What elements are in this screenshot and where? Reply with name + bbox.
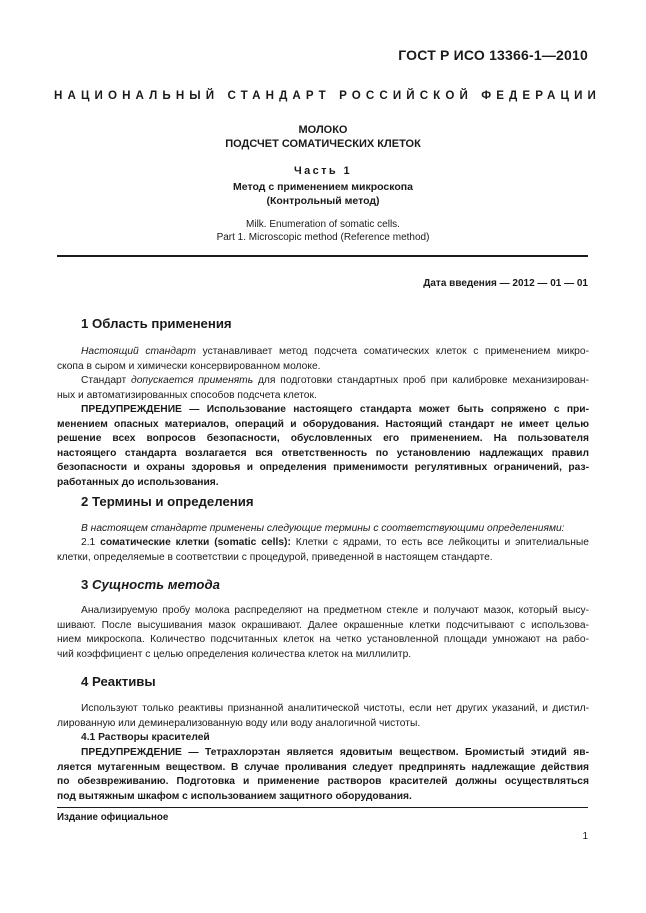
section-4-paragraph	[57, 702, 589, 731]
section-3-heading	[81, 577, 220, 592]
text: Стандарт	[81, 375, 132, 386]
text: решение всех вопросов безопасности, обусловленных его применением. На пользователя	[57, 433, 589, 444]
text: под вытяжным шкафом с использованием защитного оборудования.	[57, 790, 412, 802]
doc-part: Часть 1	[293, 165, 353, 177]
section-4-warning	[57, 746, 589, 804]
text: по обезвреживанию. Подготовка и применение растворов красителей должны осуществляться	[57, 776, 589, 787]
text: работанных до использования.	[57, 476, 219, 488]
text: настоящего стандарта возлагается вся ответственность по установлению надлежащих правил	[57, 447, 589, 459]
english-title-line2: Part 1. Microscopic method (Reference method)	[216, 232, 430, 243]
text: лированную или деминерализованную воду или воду аналогичной чистоты.	[57, 717, 421, 729]
emphasis: допускается применять	[131, 375, 254, 386]
doc-title-line1: МОЛОКО	[298, 124, 348, 136]
title-divider	[57, 255, 588, 257]
text: клетки, определяемые в соответствии с процедурой, приведенной в настоящем стандарте.	[57, 551, 493, 563]
definition-2-1	[57, 536, 589, 565]
emphasis: В настоящем стандарте применены следующие термины с соответствующими определениями:	[81, 523, 565, 534]
english-title-line1: Milk. Enumeration of somatic cells.	[246, 219, 400, 230]
subsection-4-1-heading: 4.1 Растворы красителей	[81, 732, 210, 743]
section-4-heading: 4 Реактивы	[81, 674, 156, 689]
effective-date: Дата введения — 2012 — 01 — 01	[423, 278, 588, 289]
section-1-paragraph-2	[57, 374, 589, 403]
standard-code: ГОСТ Р ИСО 13366-1—2010	[398, 47, 588, 63]
emphasis: Настоящий стандарт	[81, 346, 196, 357]
text: менением опасных материалов, операций и оборудования. Настоящий стандарт не имеет целью	[57, 418, 589, 430]
text: Клетки с ядрами, то есть все лейкоциты и эпителиальные	[290, 537, 589, 548]
text: Используют только реактивы признанной аналитической чистоты, если нет других указаний, и дистил-	[81, 703, 589, 714]
text: безопасности и охраны здоровья и определения применимости регулятивных ограничений, раз-	[57, 462, 589, 473]
text: нием микроскопа. Количество подсчитанных клеток на четко установленной площади умножают на рабо-	[57, 634, 589, 645]
section-2-heading: 2 Термины и определения	[81, 494, 254, 509]
text: скопа в сыром и химически консервированном молоке.	[57, 360, 321, 372]
text: ляется мутагенным веществом. В случае проливания следует предпринять надлежащие действия	[57, 761, 589, 773]
text: ПРЕДУПРЕЖДЕНИЕ — Тетрахлорэтан является ядовитым веществом. Бромистый этидий яв-	[81, 747, 589, 758]
section-1-warning	[57, 403, 589, 490]
doc-title-line2: ПОДСЧЕТ СОМАТИЧЕСКИХ КЛЕТОК	[225, 138, 421, 150]
footer-divider	[57, 807, 588, 808]
text: 3	[81, 577, 92, 592]
defined-term: соматические клетки (somatic cells):	[100, 537, 291, 548]
page-number: 1	[582, 831, 588, 842]
section-1-heading: 1 Область применения	[81, 316, 232, 331]
national-standard-banner: НАЦИОНАЛЬНЫЙ СТАНДАРТ РОССИЙСКОЙ ФЕДЕРАЦИИ	[54, 89, 601, 102]
doc-method: Метод с применением микроскопа	[233, 181, 413, 193]
text: 2.1	[81, 537, 101, 548]
official-edition-label: Издание официальное	[57, 812, 169, 823]
section-3-paragraph	[57, 604, 589, 662]
section-2-intro	[57, 522, 589, 537]
text: ПРЕДУПРЕЖДЕНИЕ — Использование настоящего стандарта может быть сопряжено с при-	[81, 404, 589, 415]
section-1-paragraph-1	[57, 345, 589, 374]
text: для подготовки стандартных проб при калибровке механизирован-	[253, 375, 589, 386]
text: чий коэффициент с целью определения количества клеток на миллилитр.	[57, 648, 412, 660]
text: шивают. После высушивания мазок окрашивают. Далее окрашенные клетки подсчитывают с использова-	[57, 619, 589, 631]
text: ных и автоматизированных способов подсчета клеток.	[57, 389, 317, 401]
doc-method-note: (Контрольный метод)	[266, 195, 380, 207]
text: устанавливает метод подсчета соматических клеток с применением микро-	[195, 346, 589, 357]
emphasis: Сущность метода	[92, 577, 220, 592]
text: Анализируемую пробу молока распределяют на предметном стекле и получают мазок, который высу-	[81, 605, 589, 616]
